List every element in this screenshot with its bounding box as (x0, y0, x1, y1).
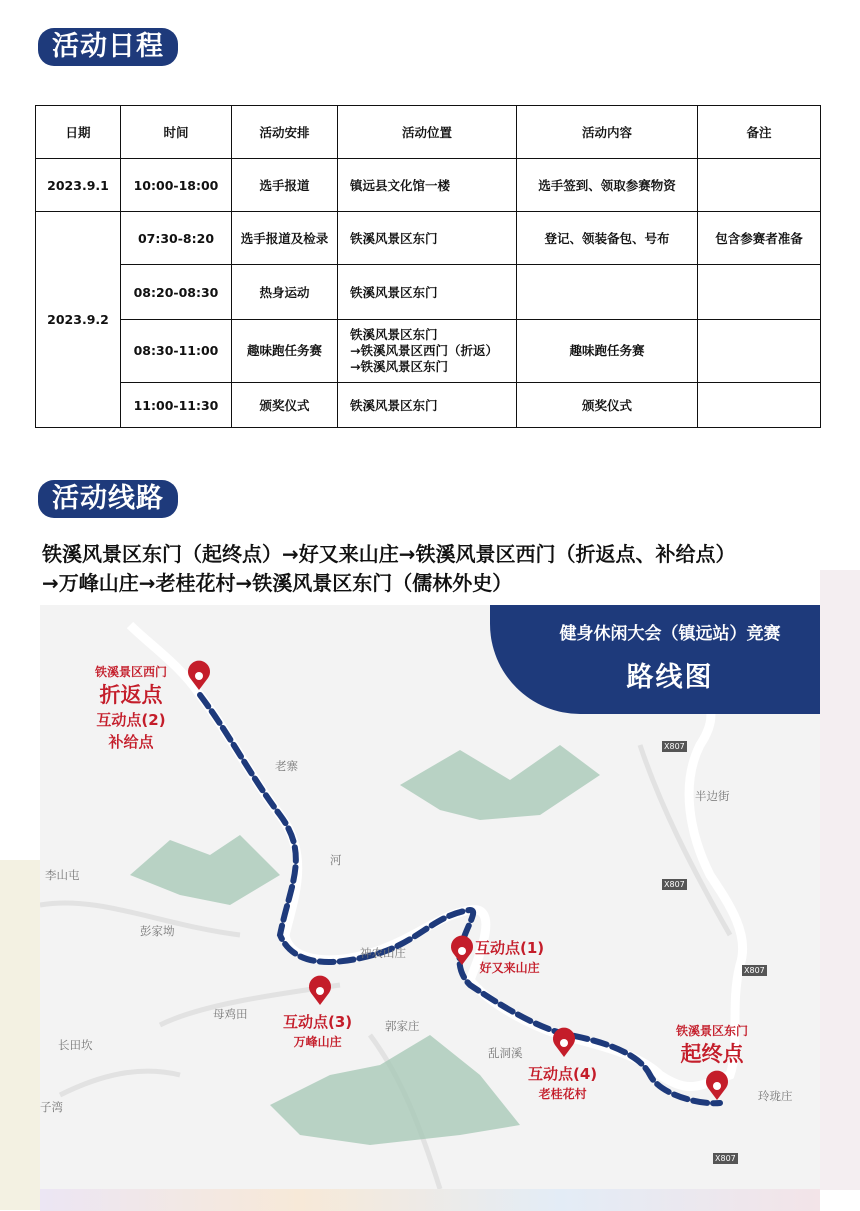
cell-time: 08:20-08:30 (121, 265, 232, 320)
cell-note (698, 265, 821, 320)
place-label: 子湾 (40, 1100, 63, 1114)
west-gate-sub2: 补给点 (108, 733, 154, 751)
road-badge: X807 (744, 966, 765, 975)
cell-content: 趣味跑任务赛 (517, 320, 698, 383)
location-line: 铁溪风景区东门 (350, 327, 438, 342)
header-location: 活动位置 (338, 106, 517, 159)
route-section-title: 活动线路 (38, 480, 178, 518)
cell-location: 铁溪风景区东门 (338, 212, 517, 265)
west-gate-big: 折返点 (99, 683, 163, 707)
place-label: 乱洞溪 (488, 1046, 523, 1060)
location-line: →铁溪风景区西门（折返） (350, 343, 498, 358)
point-3-label (283, 1011, 352, 1051)
place-label: 长田坎 (58, 1038, 93, 1052)
place-label: 郭家庄 (385, 1019, 420, 1033)
map-banner (490, 605, 820, 714)
cell-time: 07:30-8:20 (121, 212, 232, 265)
point-1-label (475, 937, 544, 977)
point-1-title: 互动点(1) (475, 939, 545, 957)
cell-location: 铁溪风景区东门 (338, 265, 517, 320)
road-badge: X807 (664, 742, 685, 751)
point-1-name: 好又来山庄 (479, 961, 540, 975)
place-label: 半边街 (695, 789, 730, 803)
road-badge: X807 (715, 1154, 736, 1163)
cell-activity: 颁奖仪式 (232, 383, 338, 428)
cell-date: 2023.9.1 (36, 159, 121, 212)
table-header-row (36, 106, 821, 159)
place-label: 彭家坳 (140, 924, 175, 938)
place-label: 玲珑庄 (758, 1089, 793, 1103)
cell-content: 选手签到、领取参赛物资 (517, 159, 698, 212)
cell-note: 包含参赛者准备 (698, 212, 821, 265)
header-note: 备注 (698, 106, 821, 159)
table-row (36, 383, 821, 428)
east-gate-label (676, 1022, 748, 1068)
decor-block-left (0, 860, 40, 1210)
place-label: 老寨 (275, 759, 298, 773)
point-4-title: 互动点(4) (528, 1065, 598, 1083)
route-line-1: 铁溪风景区东门（起终点）→好又来山庄→铁溪风景区西门（折返点、补给点） (42, 542, 736, 566)
cell-date: 2023.9.2 (36, 212, 121, 428)
banner-subtitle: 健身休闲大会（镇远站）竞赛 (559, 624, 781, 644)
cell-location: 镇远县文化馆一楼 (338, 159, 517, 212)
cell-time: 11:00-11:30 (121, 383, 232, 428)
header-date: 日期 (36, 106, 121, 159)
cell-activity: 选手报道 (232, 159, 338, 212)
point-3-title: 互动点(3) (283, 1013, 353, 1031)
cell-time: 10:00-18:00 (121, 159, 232, 212)
table-row (36, 212, 821, 265)
header-activity: 活动安排 (232, 106, 338, 159)
cell-content: 颁奖仪式 (517, 383, 698, 428)
cell-activity: 选手报道及检录 (232, 212, 338, 265)
cell-time: 08:30-11:00 (121, 320, 232, 383)
route-map (40, 605, 820, 1189)
west-gate-label (95, 663, 167, 753)
east-gate-name: 铁溪景区东门 (676, 1024, 749, 1038)
cell-location (338, 320, 517, 383)
cell-activity: 趣味跑任务赛 (232, 320, 338, 383)
route-description (42, 540, 832, 598)
west-gate-sub1: 互动点(2) (96, 711, 166, 729)
road-badge: X807 (664, 880, 685, 889)
cell-content: 登记、领装备包、号布 (517, 212, 698, 265)
location-line: →铁溪风景区东门 (350, 359, 448, 374)
route-line-2: →万峰山庄→老桂花村→铁溪风景区东门（儒林外史） (42, 571, 513, 595)
table-row (36, 159, 821, 212)
point-4-label (528, 1063, 597, 1103)
cell-note (698, 159, 821, 212)
header-time: 时间 (121, 106, 232, 159)
decor-stripe-bottom (40, 1189, 820, 1211)
cell-content (517, 265, 698, 320)
schedule-section-title: 活动日程 (38, 28, 178, 66)
place-label: 母鸡田 (213, 1007, 248, 1021)
banner-title: 路线图 (626, 662, 714, 693)
table-row (36, 265, 821, 320)
west-gate-name: 铁溪景区西门 (95, 665, 168, 679)
schedule-table (35, 105, 821, 428)
point-4-name: 老桂花村 (538, 1087, 587, 1101)
cell-location: 铁溪风景区东门 (338, 383, 517, 428)
table-row (36, 320, 821, 383)
header-content: 活动内容 (517, 106, 698, 159)
decor-block-right (820, 570, 860, 1190)
east-gate-big: 起终点 (680, 1042, 744, 1066)
point-3-name: 万峰山庄 (293, 1035, 342, 1049)
place-label: 李山屯 (45, 868, 80, 882)
cell-activity: 热身运动 (232, 265, 338, 320)
cell-note (698, 383, 821, 428)
cell-note (698, 320, 821, 383)
place-label: 河 (330, 853, 342, 867)
place-label: 神农山庄 (360, 946, 406, 960)
